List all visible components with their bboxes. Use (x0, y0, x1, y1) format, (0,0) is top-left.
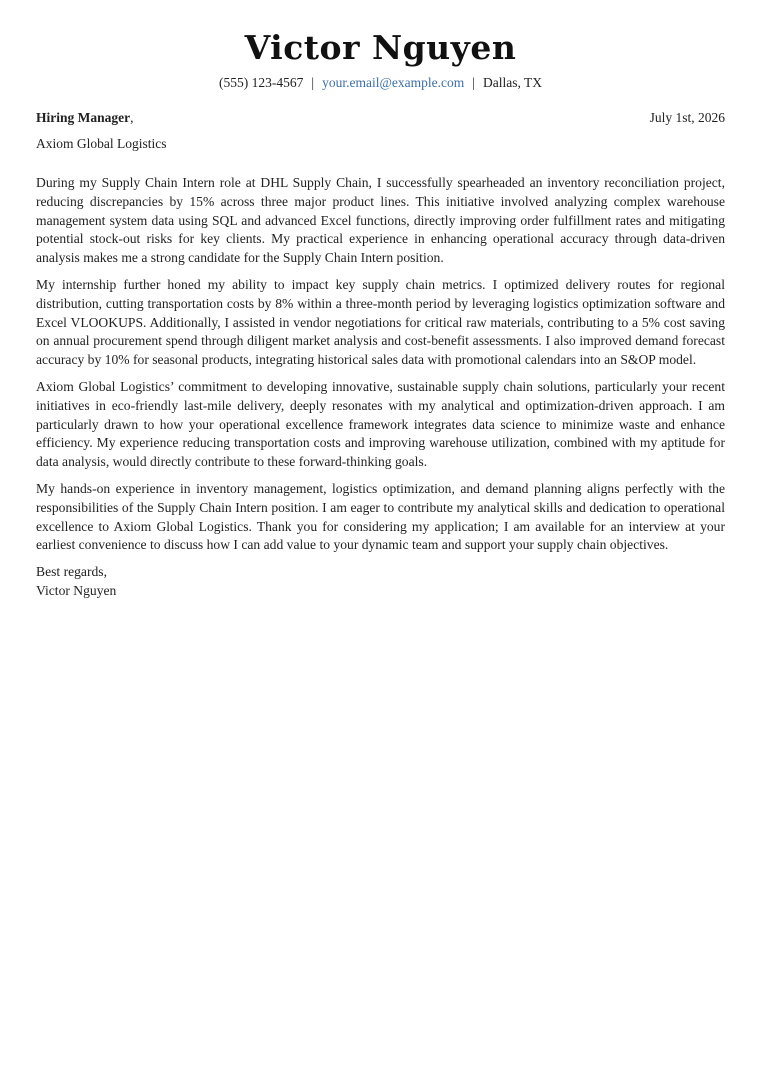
letter-header (36, 28, 725, 91)
separator: | (311, 75, 315, 90)
cover-letter-page (36, 28, 725, 601)
recipient-company: Axiom Global Logistics (36, 136, 167, 151)
contact-line (36, 74, 725, 91)
body-paragraph: My hands-on experience in inventory management, logistics optimization, and demand planning aligns perfectly with the responsibilities of the Supply Chain Intern position. I am eager to contribute my analytical skills and dedication to operational excellence to Axiom Global Logistics. Thank you for considering my application; I am available for an interview at your earliest convenience to discuss how I can add value to your dynamic team and support your supply chain objectives. (36, 480, 725, 553)
separator: | (472, 75, 475, 90)
body-paragraph: Axiom Global Logistics’ commitment to developing innovative, sustainable supply chain solutions, particularly your recent initiatives in eco-friendly last-mile delivery, deeply resonates with my analytical and optimization-driven approach. I am particularly drawn to how your operational excellence framework integrates data science to minimize waste and enhance efficiency. My experience reducing transportation costs and improving warehouse utilization, combined with my aptitude for data analysis, would directly contribute to these forward-thinking goals. (36, 378, 725, 470)
location: Dallas, TX (482, 75, 542, 90)
recipient-name: Hiring Manager (36, 110, 131, 125)
email-link[interactable]: your.email@example.com (322, 75, 465, 90)
phone-number: (555) 123-4567 (219, 75, 304, 90)
recipient-line (36, 109, 134, 126)
closing-signature: Victor Nguyen (36, 582, 117, 598)
recipient-name-suffix: , (130, 110, 134, 125)
body-paragraph: During my Supply Chain Intern role at DHL Supply Chain, I successfully spearheaded an inventory reconciliation project, reducing discrepancies by 15% across three major product lines. This initiative involved analyzing complex warehouse management system data using SQL and advanced Excel functions, directly improving order fulfillment rates and mitigating potential stock-out risks for key clients. My practical experience in enhancing operational accuracy through data-driven analysis makes me a strong candidate for the Supply Chain Intern position. (36, 175, 725, 266)
closing-salutation: Best regards, (36, 564, 107, 580)
body-paragraph: My internship further honed my ability to impact key supply chain metrics. I optimized delivery routes for regional distribution, cutting transportation costs by 8% within a three-month period by leveraging logistics optimization software and Excel VLOOKUPS. Additionally, I assisted in vendor negotiations for critical raw materials, contributing to a 5% cost saving on annual procurement spend through diligent market analysis and cost-benefit assessments. I also improved demand forecast accuracy by 10% for seasonal products, integrating historical sales data with promotional calendars into an S&OP model. (36, 276, 725, 368)
letter-body (36, 174, 725, 555)
recipient-date-row (36, 109, 725, 126)
letter-date: July 1st, 2026 (649, 110, 725, 125)
sender-name: Victor Nguyen (244, 28, 517, 67)
letter-closing (36, 563, 725, 601)
